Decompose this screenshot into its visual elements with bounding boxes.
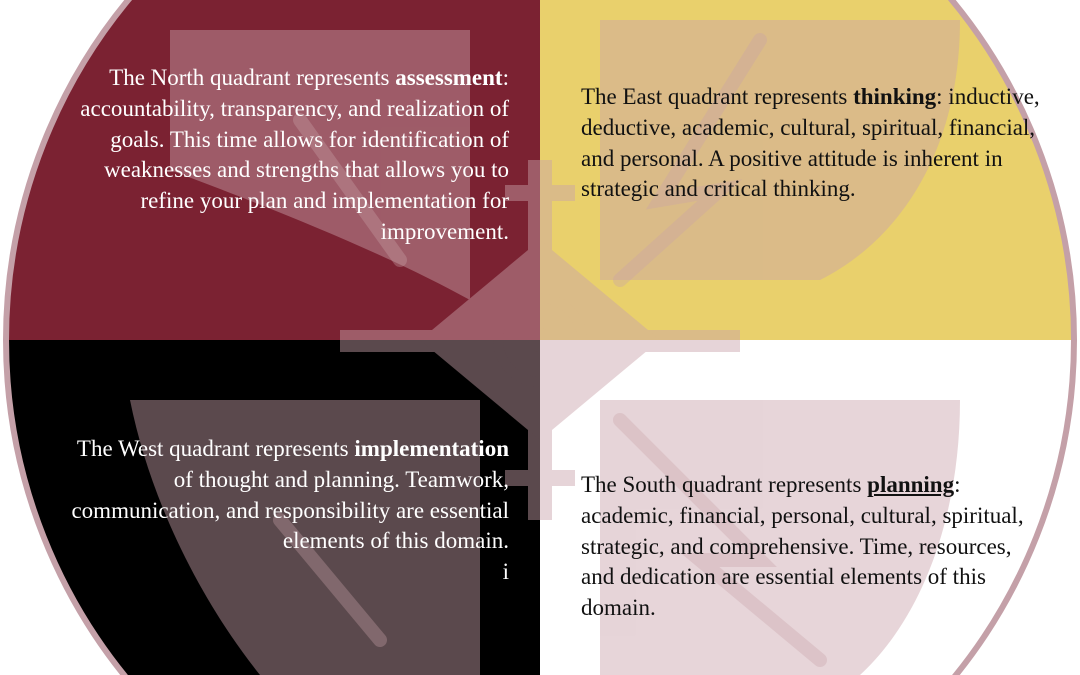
center-dot: [528, 328, 552, 352]
cross-bar-upper: [505, 185, 575, 201]
east-description: The East quadrant represents thinking: inductive, deductive, academic, cultural, spiritual, financial, and personal. A positive attitude is inherent in strategic and critical thinking.: [581, 84, 1040, 202]
north-keyword: assessment: [395, 65, 503, 90]
south-description: The South quadrant represents planning: academic, financial, personal, cultural, spiritual, strategic, and comprehensive. Time, resources, and dedication are essential elements of this domain.: [581, 472, 1024, 621]
east-keyword: thinking: [853, 84, 937, 109]
north-description: The North quadrant represents assessment: accountability, transparency, and realization of goals. This time allows for identification of weaknesses and strengths that allows you to refine your plan and implementation for improvement.: [80, 65, 509, 244]
west-keyword: implementation: [354, 436, 509, 461]
west-description: The West quadrant represents implementation of thought and planning. Teamwork, communication, and responsibility are essential elements of this domain. i: [71, 436, 509, 585]
west-footnote-marker: i: [502, 559, 509, 585]
south-keyword: planning: [867, 472, 955, 497]
cross-bar-lower: [505, 470, 575, 486]
